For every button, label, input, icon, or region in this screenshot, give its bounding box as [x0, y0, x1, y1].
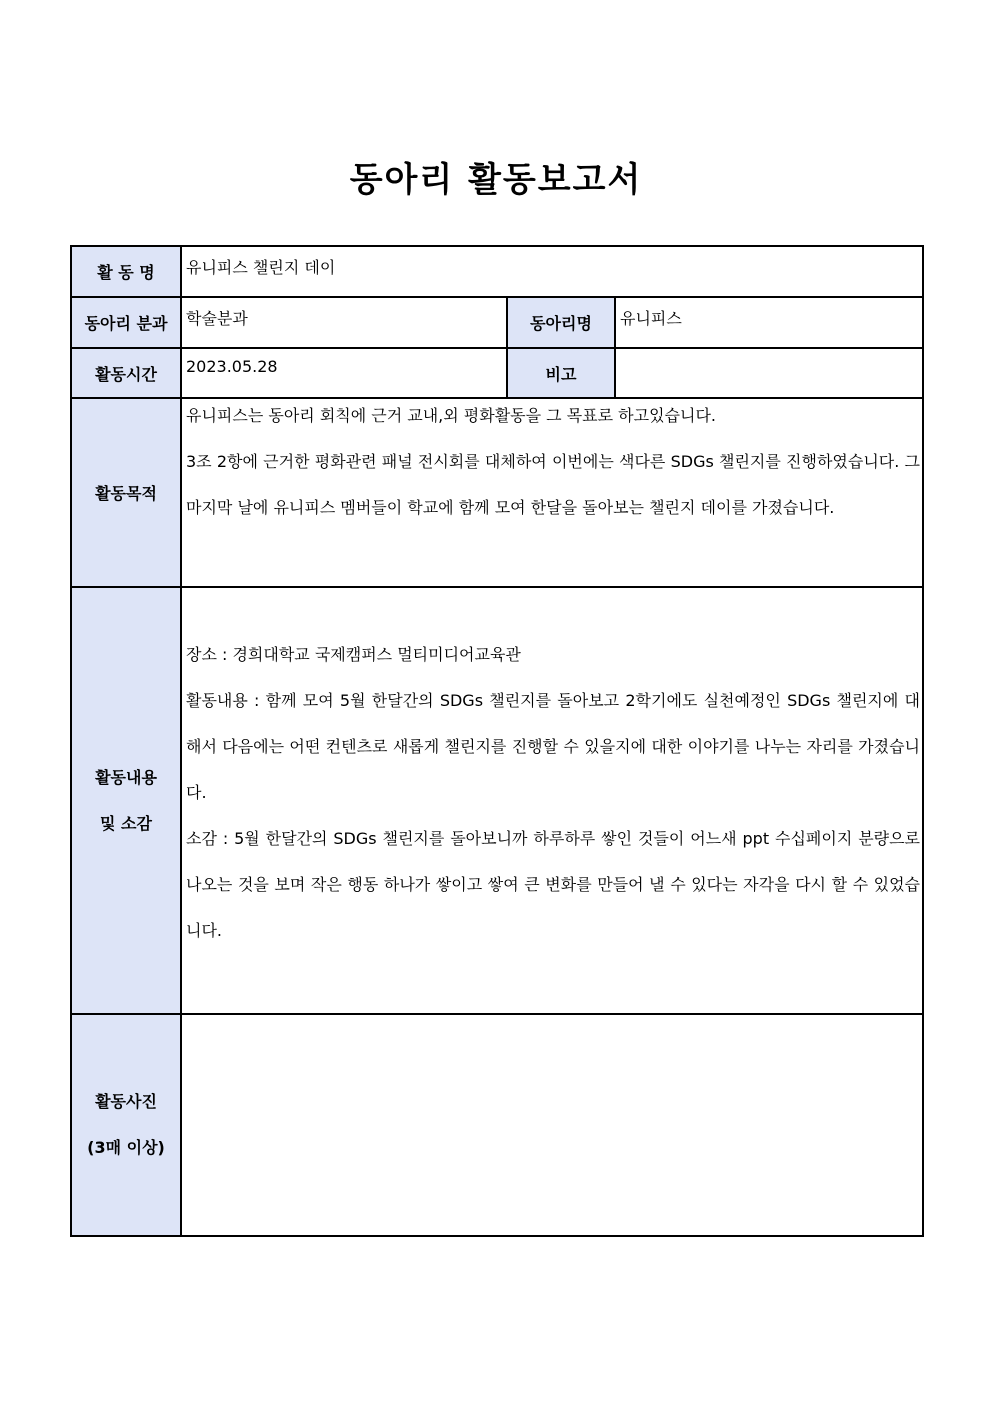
club-name-label: 동아리명 — [507, 297, 615, 348]
content-impression-line: 소감 : 5월 한달간의 SDGs 챌린지를 돌아보니까 하루하루 쌓인 것들이 어느새 ppt 수십페이지 분량으로 나오는 것을 보며 작은 행동 하나가 쌓이고 쌓여 큰 변화를 만들어 낼 수 있다는 자각을 다시 할 수 있었습니다. — [186, 829, 921, 940]
remarks-value — [615, 348, 923, 398]
purpose-label: 활동목적 — [71, 398, 181, 587]
report-table — [70, 245, 924, 1237]
purpose-line: 유니피스는 동아리 회칙에 근거 교내,외 평화활동을 그 목표로 하고있습니다. — [186, 406, 716, 425]
activity-time-value: 2023.05.28 — [181, 348, 507, 398]
photos-label-line1: 활동사진 — [95, 1092, 157, 1111]
photos-label — [71, 1014, 181, 1236]
row-content — [71, 587, 923, 1014]
club-division-label: 동아리 분과 — [71, 297, 181, 348]
activity-time-label: 활동시간 — [71, 348, 181, 398]
activity-name-value: 유니피스 챌린지 데이 — [181, 246, 923, 297]
row-club-info — [71, 297, 923, 348]
content-activity-line: 활동내용 : 함께 모여 5월 한달간의 SDGs 챌린지를 돌아보고 2학기에도 실천예정인 SDGs 챌린지에 대해서 다음에는 어떤 컨텐츠로 새롭게 챌린지를 진행할 수 있을지에 대한 이야기를 나누는 자리를 가졌습니다. — [186, 691, 921, 802]
purpose-value — [181, 398, 923, 587]
document-title: 동아리 활동보고서 — [349, 160, 643, 200]
row-activity-name — [71, 246, 923, 297]
remarks-label: 비고 — [507, 348, 615, 398]
content-label — [71, 587, 181, 1014]
row-purpose — [71, 398, 923, 587]
content-place-line: 장소 : 경희대학교 국제캠퍼스 멀티미디어교육관 — [186, 645, 521, 664]
row-photos — [71, 1014, 923, 1236]
activity-name-label: 활 동 명 — [71, 246, 181, 297]
photos-label-line2: (3매 이상) — [87, 1138, 165, 1157]
photos-area — [181, 1014, 923, 1236]
content-value — [181, 587, 923, 1014]
club-division-value: 학술분과 — [181, 297, 507, 348]
club-name-value: 유니피스 — [615, 297, 923, 348]
content-label-line2: 및 소감 — [100, 813, 152, 833]
content-label-line1: 활동내용 — [95, 767, 157, 787]
purpose-line: 3조 2항에 근거한 평화관련 패널 전시회를 대체하여 이번에는 색다른 SDGs 챌린지를 진행하였습니다. 그 마지막 날에 유니피스 멤버들이 학교에 함께 모여 한달을 돌아보는 챌린지 데이를 가졌습니다. — [186, 452, 921, 517]
row-time-remarks — [71, 348, 923, 398]
